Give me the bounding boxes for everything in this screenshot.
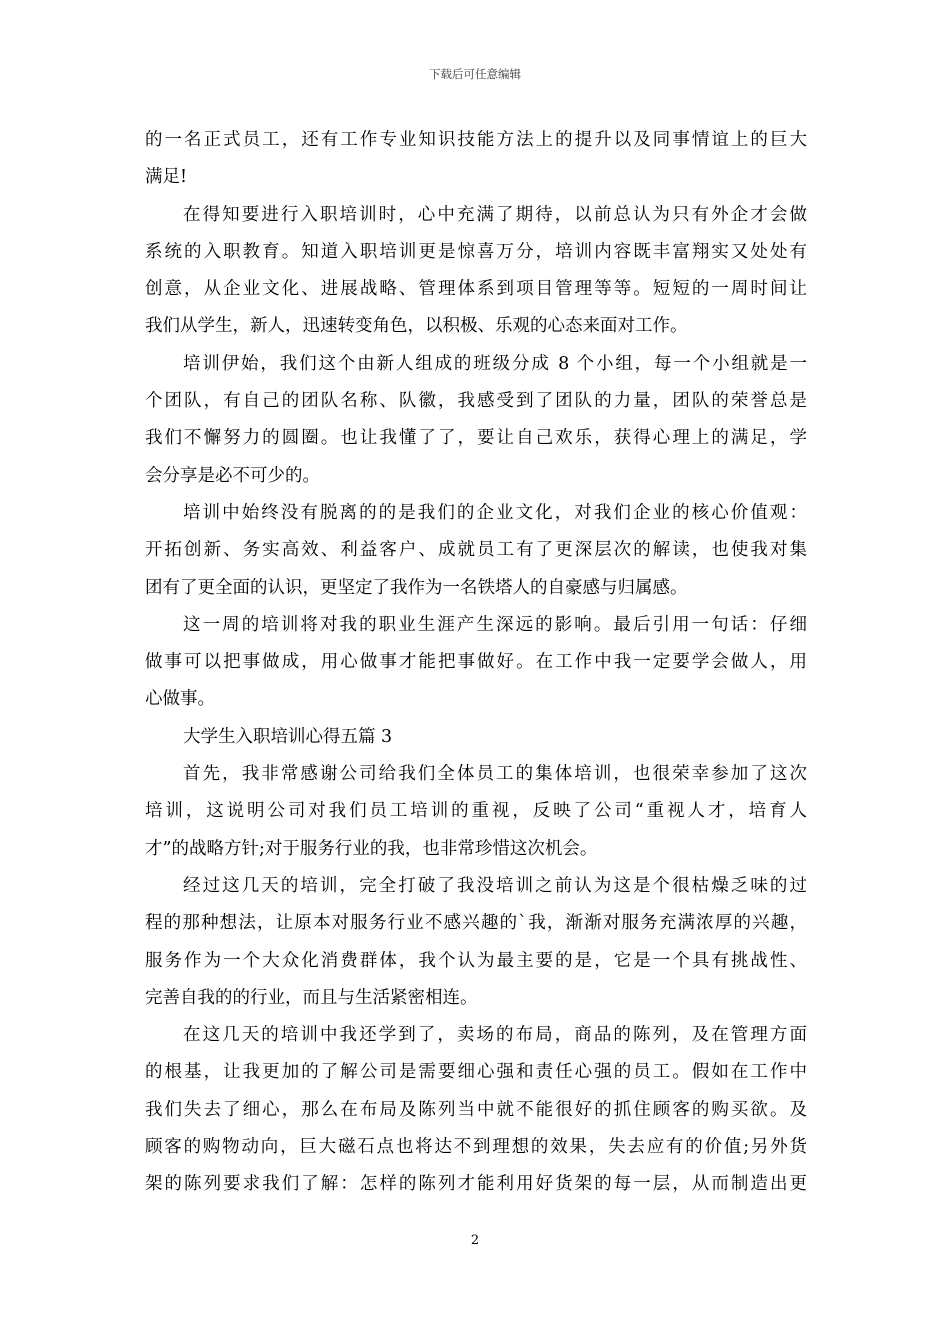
paragraph <box>145 197 807 346</box>
paragraph <box>145 346 807 495</box>
text-line: 系统的入职教育。知道入职培训更是惊喜万分，培训内容既丰富翔实又处处有 <box>145 241 807 262</box>
text-line: 顾客的购物动向，巨大磁石点也将达不到理想的效果，失去应有的价值;另外货 <box>145 1137 807 1158</box>
paragraph <box>145 756 807 868</box>
text-line: 会分享是必不可少的。 <box>145 465 320 486</box>
text-line: 大学生入职培训心得五篇 3 <box>183 726 393 747</box>
paragraph <box>145 122 807 197</box>
text-line: 完善自我的的行业，而且与生活紧密相连。 <box>145 987 478 1008</box>
text-line: 首先，我非常感谢公司给我们全体员工的集体培训，也很荣幸参加了这次 <box>183 764 807 785</box>
text-line: 才”的战略方针;对于服务行业的我，也非常珍惜这次机会。 <box>145 838 598 859</box>
text-line: 我们不懈努力的圆圈。也让我懂了了，要让自己欢乐，获得心理上的满足，学 <box>145 428 807 449</box>
text-line: 的根基，让我更加的了解公司是需要细心强和责任心强的员工。假如在工作中 <box>145 1062 807 1083</box>
text-line: 这一周的培训将对我的职业生涯产生深远的影响。最后引用一句话：仔细 <box>183 614 807 635</box>
text-line: 满足! <box>145 167 188 188</box>
page-header: 下载后可任意编辑 <box>429 67 521 81</box>
text-line: 在得知要进行入职培训时，心中充满了期待，以前总认为只有外企才会做 <box>183 204 807 225</box>
text-line: 服务作为一个大众化消费群体，我个认为最主要的是，它是一个具有挑战性、 <box>145 950 807 971</box>
text-line: 经过这几天的培训，完全打破了我没培训之前认为这是个很枯燥乏味的过 <box>183 875 807 896</box>
text-line: 在这几天的培训中我还学到了，卖场的布局，商品的陈列，及在管理方面 <box>183 1025 807 1046</box>
page-number: 2 <box>470 1233 480 1248</box>
text-line: 我们从学生，新人，迅速转变角色，以积极、乐观的心态来面对工作。 <box>145 316 688 337</box>
paragraph <box>145 868 807 1017</box>
text-line: 个团队，有自己的团队名称、队徽，我感受到了团队的力量，团队的荣誉总是 <box>145 391 807 412</box>
document-body <box>145 122 807 1204</box>
text-line: 培训伊始，我们这个由新人组成的班级分成 8 个小组，每一个小组就是一 <box>183 353 807 374</box>
text-line: 我们失去了细心，那么在布局及陈列当中就不能很好的抓住顾客的购买欲。及 <box>145 1099 807 1120</box>
text-line: 创意，从企业文化、进展战略、管理体系到项目管理等等。短短的一周时间让 <box>145 279 807 300</box>
text-line: 程的那种想法，让原本对服务行业不感兴趣的`我，渐渐对服务充满浓厚的兴趣， <box>145 913 807 934</box>
text-line: 心做事。 <box>145 689 215 710</box>
text-line: 团有了更全面的认识，更坚定了我作为一名铁塔人的自豪感与归属感。 <box>145 577 688 598</box>
text-line: 的一名正式员工，还有工作专业知识技能方法上的提升以及同事情谊上的巨大 <box>145 130 807 150</box>
text-line: 开拓创新、务实高效、利益客户、成就员工有了更深层次的解读，也使我对集 <box>145 540 807 561</box>
text-line: 做事可以把事做成，用心做事才能把事做好。在工作中我一定要学会做人，用 <box>145 652 807 673</box>
text-line: 培训中始终没有脱离的的是我们的企业文化，对我们企业的核心价值观： <box>183 502 807 523</box>
section-heading <box>145 719 807 756</box>
text-line: 架的陈列要求我们了解：怎样的陈列才能利用好货架的每一层，从而制造出更 <box>145 1174 807 1195</box>
paragraph <box>145 1017 807 1203</box>
paragraph <box>145 495 807 607</box>
text-line: 培训，这说明公司对我们员工培训的重视，反映了公司“重视人才，培育人 <box>145 801 807 822</box>
paragraph <box>145 607 807 719</box>
